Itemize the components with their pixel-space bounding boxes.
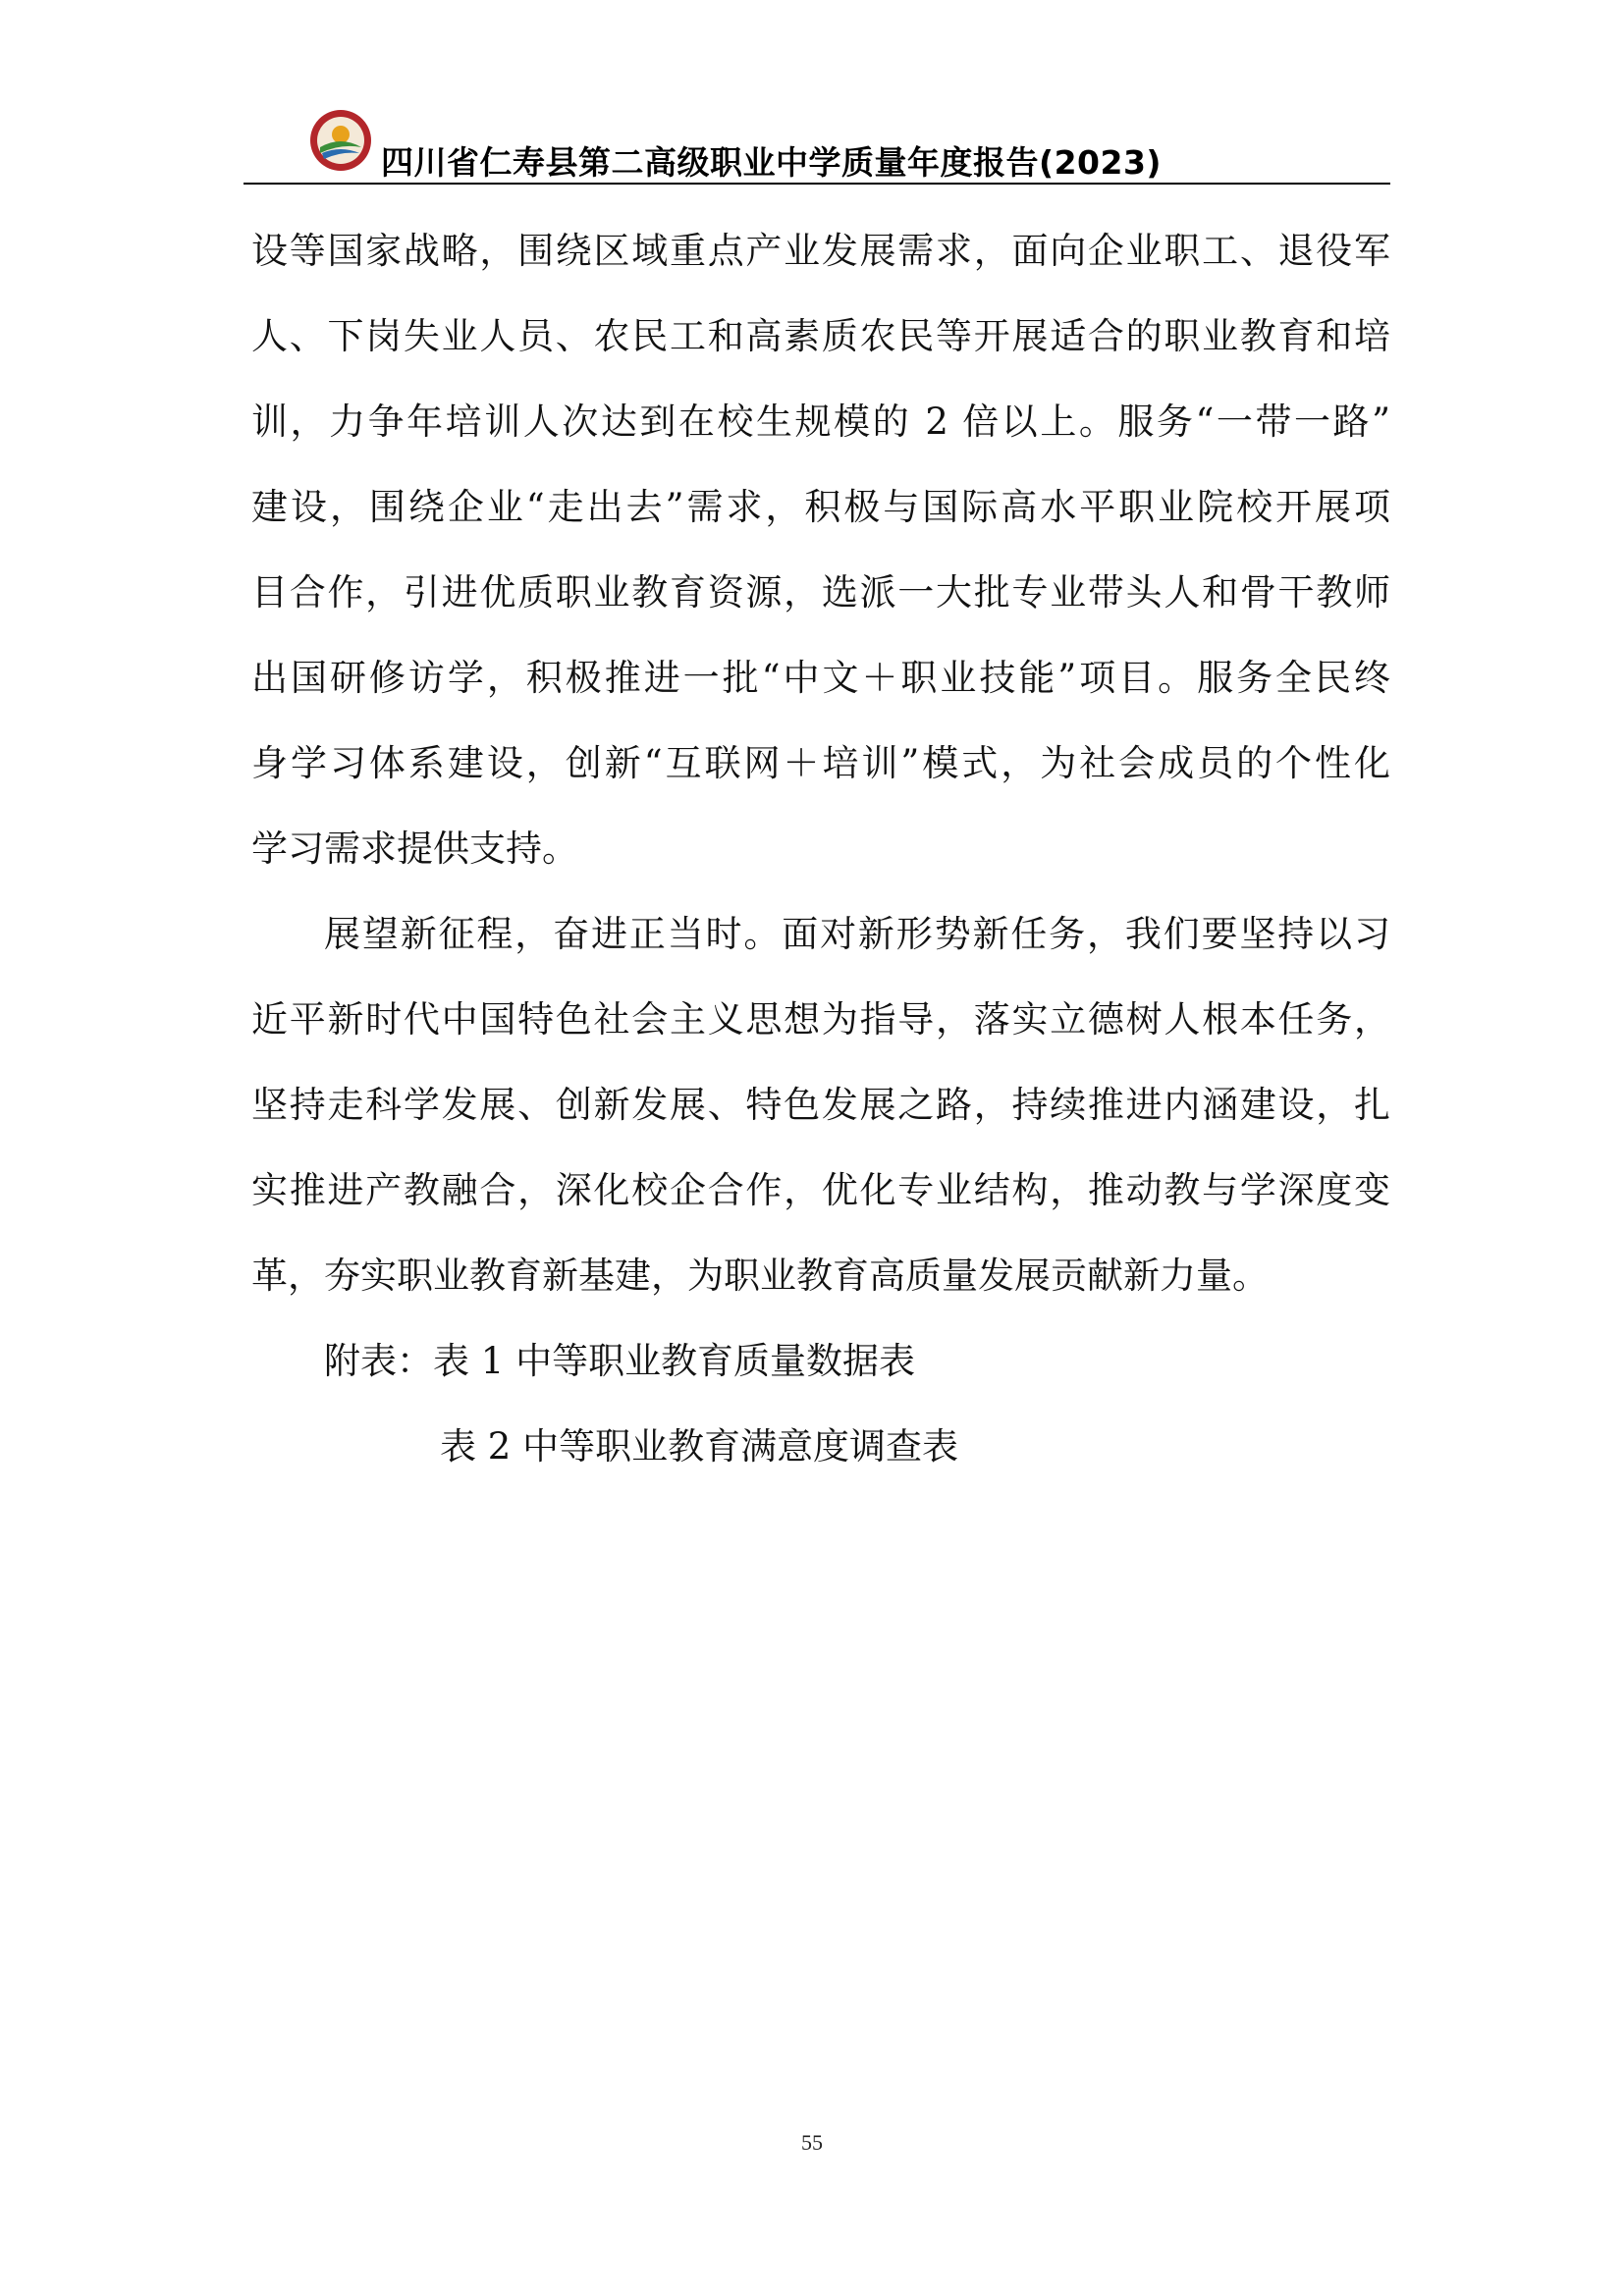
page-number: 55	[801, 2130, 823, 2155]
paragraph-line: 建设，围绕企业“走出去”需求，积极与国际高水平职业院校开展项	[251, 486, 1390, 528]
paragraph-line: 训，力争年培训人次达到在校生规模的 2 倍以上。服务“一带一路”	[251, 400, 1390, 443]
paragraph-line: 革，夯实职业教育新基建，为职业教育高质量发展贡献新力量。	[251, 1255, 1269, 1297]
paragraph-line: 身学习体系建设，创新“互联网＋培训”模式，为社会成员的个性化	[251, 742, 1390, 784]
appendix-line: 附表：表 1 中等职业教育质量数据表	[324, 1340, 916, 1382]
paragraph-line: 近平新时代中国特色社会主义思想为指导，落实立德树人根本任务，	[251, 998, 1390, 1041]
header-divider	[244, 183, 1390, 185]
school-emblem-icon	[308, 108, 373, 173]
paragraph-line: 设等国家战略，围绕区域重点产业发展需求，面向企业职工、退役军	[251, 230, 1390, 272]
paragraph-line: 目合作，引进优质职业教育资源，选派一大批专业带头人和骨干教师	[251, 571, 1390, 614]
paragraph-line: 坚持走科学发展、创新发展、特色发展之路，持续推进内涵建设，扎	[251, 1084, 1390, 1126]
header-title: 四川省仁寿县第二高级职业中学质量年度报告(2023)	[381, 143, 1163, 182]
paragraph-line: 出国研修访学，积极推进一批“中文＋职业技能”项目。服务全民终	[251, 657, 1390, 699]
page-header	[244, 108, 1390, 187]
paragraph-line: 人、下岗失业人员、农民工和高素质农民等开展适合的职业教育和培	[251, 315, 1390, 357]
paragraph-line: 展望新征程，奋进正当时。面对新形势新任务，我们要坚持以习	[324, 913, 1390, 955]
body-text	[251, 208, 1390, 1489]
paragraph-line: 实推进产教融合，深化校企合作，优化专业结构，推动教与学深度变	[251, 1169, 1390, 1211]
paragraph-line: 学习需求提供支持。	[251, 828, 578, 870]
appendix-line: 表 2 中等职业教育满意度调查表	[440, 1425, 959, 1468]
